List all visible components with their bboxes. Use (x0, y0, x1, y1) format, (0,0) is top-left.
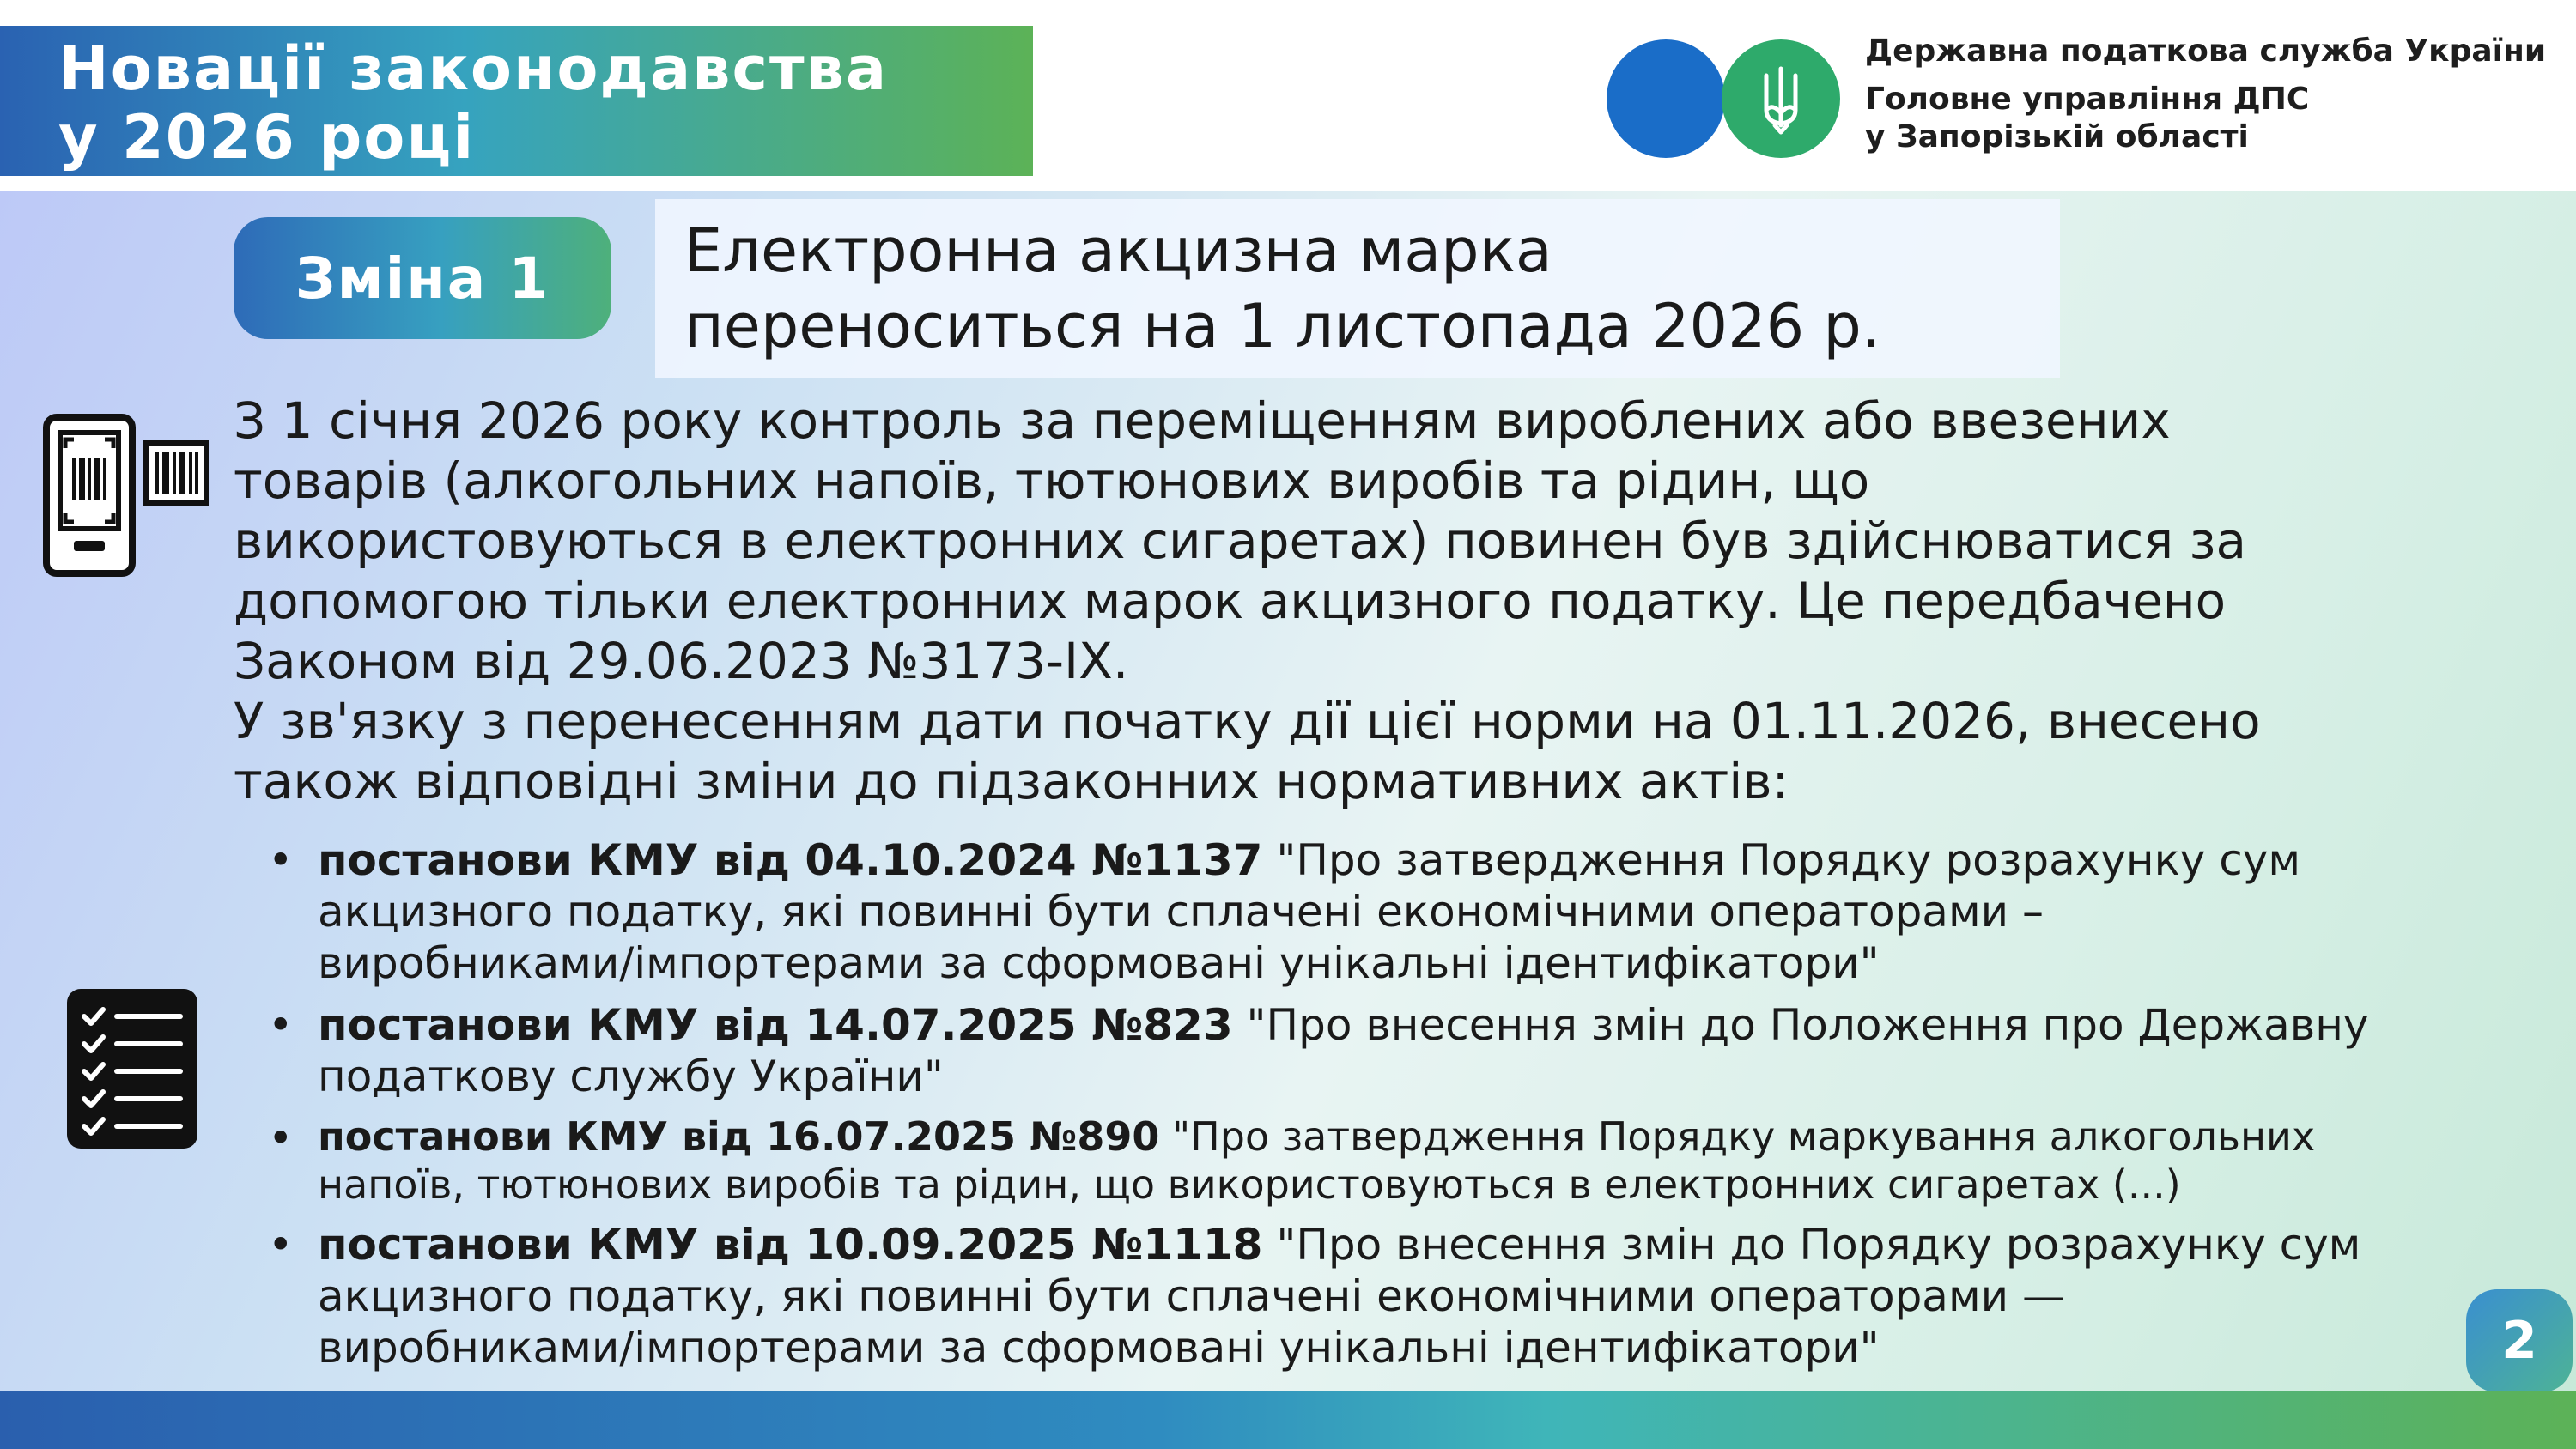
bullet-line: напоїв, тютюнових виробів та рідин, що використовуються в електронних сигаретах (...) (318, 1161, 2181, 1208)
agency-name-line-2: Головне управління ДПС (1865, 82, 2310, 117)
change-headline (655, 199, 2060, 378)
slide-title-line-1: Новації законодавства (58, 33, 889, 104)
logo-green-circle (1722, 39, 1840, 158)
regulation-reference: постанови КМУ від 04.10.2024 №1137 (318, 835, 1263, 885)
agency-name-line-1: Державна податкова служба України (1865, 33, 2547, 69)
slide-title-block (0, 26, 1033, 176)
bullet-line (318, 1113, 2552, 1161)
bullet-line (318, 999, 2552, 1051)
intro-line: У зв'язку з перенесенням дати початку дії цієї норми на 01.11.2026, внесено (234, 692, 2261, 750)
bullet-line: виробниками/імпортерами за сформовані унікальні ідентифікатори" (318, 1323, 1880, 1373)
bullet-line: акцизного податку, які повинні бути сплачені економічними операторами — (318, 1271, 2066, 1321)
logo-blue-circle (1607, 39, 1725, 158)
intro-text (234, 391, 2552, 811)
list-item (268, 999, 2552, 1102)
bullet-line (318, 1219, 2552, 1270)
regulation-reference: постанови КМУ від 16.07.2025 №890 (318, 1113, 1160, 1160)
change-badge: Зміна 1 (234, 217, 611, 339)
footer-bar (0, 1391, 2576, 1449)
regulation-reference: постанови КМУ від 10.09.2025 №1118 (318, 1220, 1263, 1270)
regulation-title: "Про затвердження Порядку маркування алкогольних (1159, 1113, 2316, 1160)
intro-line: також відповідні зміни до підзаконних нормативних актів: (234, 752, 1789, 810)
phone-barcode-icon (39, 414, 211, 577)
intro-line: використовуються в електронних сигаретах) повинен був здійснюватися за (234, 512, 2247, 570)
slide-title-line-2: у 2026 році (58, 102, 476, 173)
bullet-marker: • (268, 1000, 294, 1050)
bullet-line: акцизного податку, які повинні бути сплачені економічними операторами – (318, 887, 2044, 937)
bullet-marker: • (268, 835, 294, 885)
intro-line: товарів (алкогольних напоїв, тютюнових виробів та рідин, що (234, 452, 1870, 510)
list-item (268, 834, 2552, 989)
headline-line-2: переноситься на 1 листопада 2026 р. (684, 291, 1881, 361)
agency-name-line-3: у Запорізькій області (1865, 119, 2249, 155)
headline-line-1: Електронна акцизна марка (684, 215, 1552, 286)
regulation-reference: постанови КМУ від 14.07.2025 №823 (318, 1000, 1233, 1050)
page-number-badge: 2 (2466, 1289, 2573, 1392)
trident-emblem-icon (1722, 39, 1840, 158)
intro-line: допомогою тільки електронних марок акцизного податку. Це передбачено (234, 572, 2227, 630)
regulation-title: "Про затвердження Порядку розрахунку сум (1262, 835, 2301, 885)
bullet-line: податкову службу України" (318, 1052, 944, 1101)
agency-name (1865, 33, 2552, 156)
list-item (268, 1219, 2552, 1373)
bullet-line: виробниками/імпортерами за сформовані унікальні ідентифікатори" (318, 938, 1880, 988)
regulation-list (268, 834, 2552, 1384)
bullet-marker: • (268, 1113, 294, 1163)
checklist-icon (65, 987, 199, 1150)
bullet-marker: • (268, 1220, 294, 1270)
regulation-title: "Про внесення змін до Порядку розрахунку сум (1262, 1220, 2361, 1270)
agency-logo (1607, 39, 1840, 158)
list-item (268, 1113, 2552, 1209)
intro-line: З 1 січня 2026 року контроль за переміщенням вироблених або ввезених (234, 391, 2171, 450)
intro-line: Законом від 29.06.2023 №3173-IX. (234, 632, 1129, 690)
bullet-line (318, 834, 2552, 886)
regulation-title: "Про внесення змін до Положення про Державну (1232, 1000, 2369, 1050)
